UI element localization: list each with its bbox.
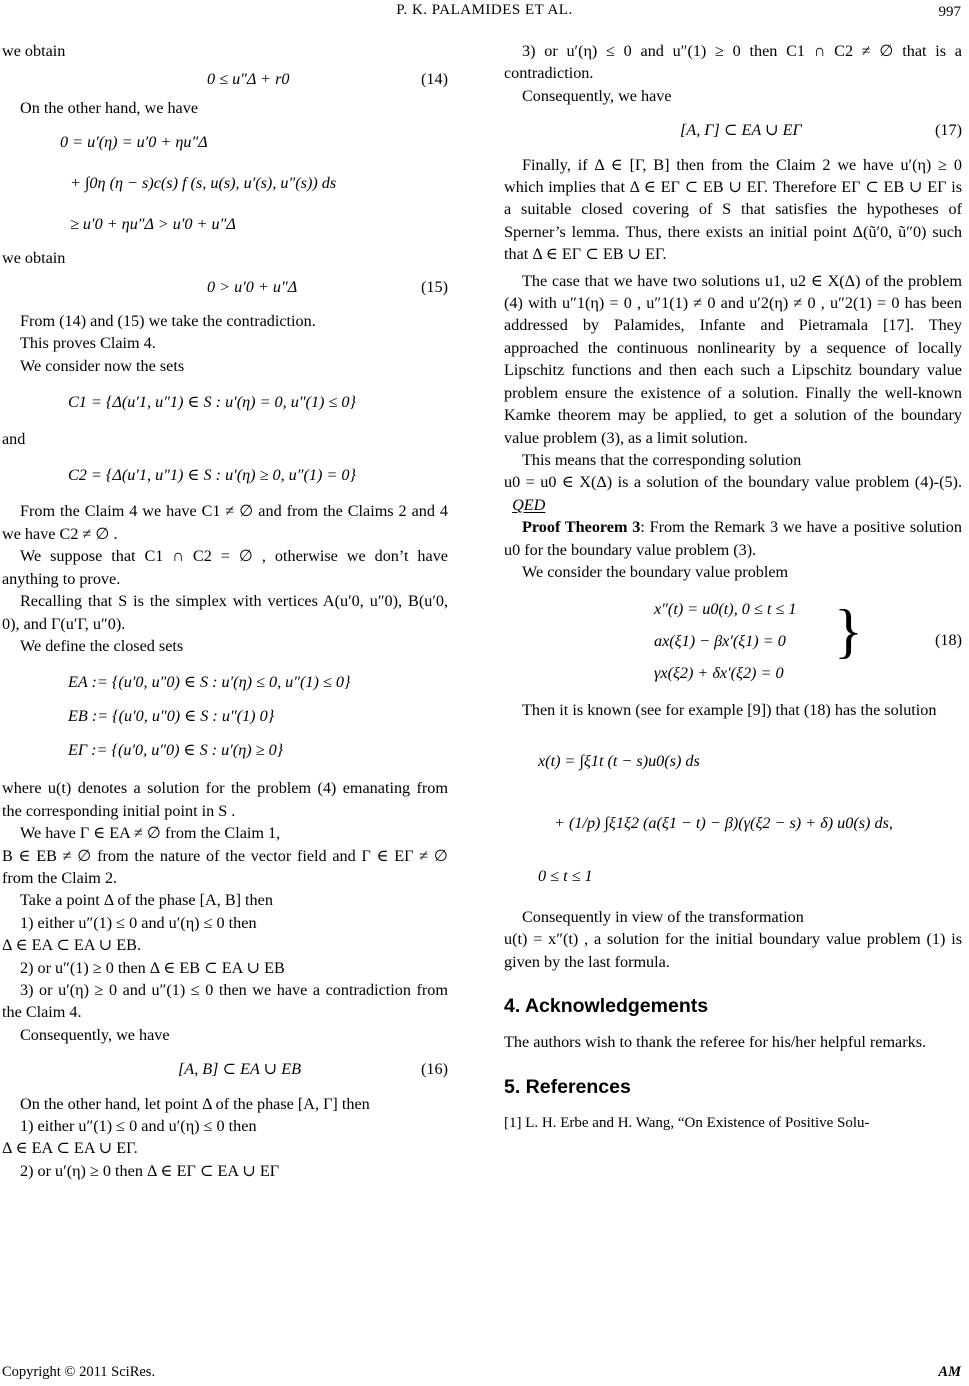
- paragraph: We consider now the sets: [20, 356, 185, 375]
- multiline-equation: [2, 127, 448, 239]
- equation-body: 0 > u′0 + u″Δ: [207, 277, 298, 296]
- equation-body: [A, Γ] ⊂ EA ∪ EΓ: [680, 121, 802, 140]
- proof-heading: Proof Theorem 3: [522, 518, 641, 537]
- paragraph-text: u0 = u0 ∈ X(Δ) is a solution of the boundary value problem (4)-(5).: [504, 473, 962, 492]
- set-eb: EB := {(u′0, u″0) ∈ S : u″(1) 0}: [68, 707, 275, 726]
- solution-formula: [504, 732, 962, 896]
- section-heading-references: 5. References: [504, 1075, 631, 1098]
- paragraph: We suppose that C1 ∩ C2 = ∅ , otherwise we don’t have anything to prove.: [2, 547, 448, 588]
- right-brace: }: [834, 598, 863, 665]
- paragraph: The case that we have two solutions u1, u2 ∈ X(Δ) of the problem (4) with u″1(η) = 0 , u″1(1) ≠ 0 and u′2(η) ≠ 0 , u″2(1) = 0 has been addressed by Palamides, Infante and Pietramala [17]. They approached the continuous nonlinearity by a sequence of locally Lipschitz functions and then each such a Lipschitz boundary value problem ensure the existence of a solution. Finally the well-known Kamke theorem may be applied, to get a solution of the boundary value problem (3), as a limit solution.: [504, 271, 962, 447]
- equation-number: (17): [935, 121, 962, 140]
- paragraph: 2) or u″(1) ≥ 0 then Δ ∈ EB ⊂ EA ∪ EB: [20, 958, 285, 977]
- paragraph: We consider the boundary value problem: [522, 562, 789, 581]
- equation-17: [504, 119, 962, 141]
- equation-line: 0 ≤ t ≤ 1: [538, 866, 593, 885]
- paragraph: where u(t) denotes a solution for the problem (4) emanating from the corresponding initial point in S .: [2, 779, 448, 820]
- paragraph: Consequently in view of the transformation: [522, 907, 804, 926]
- running-title: P. K. PALAMIDES ET AL.: [396, 2, 573, 18]
- paragraph: This proves Claim 4.: [20, 334, 156, 353]
- qed-mark: QED: [512, 495, 546, 514]
- equation-body: C2 = {Δ(u′1, u″1) ∈ S : u′(η) ≥ 0, u″(1) = 0}: [68, 466, 356, 485]
- equation-line: + ∫0η (η − s)c(s) f (s, u(s), u′(s), u″(s)) ds: [70, 174, 337, 193]
- equation-line: γx(ξ2) + δx′(ξ2) = 0: [654, 664, 784, 683]
- equation-line: ≥ u′0 + ηu″Δ > u′0 + u″Δ: [70, 215, 236, 234]
- paragraph: Finally, if Δ ∈ [Γ, B] then from the Claim 2 we have u′(η) ≥ 0 which implies that Δ ∈ EΓ ⊂ EB ∪ EΓ. Therefore EΓ ⊂ EB ∪ EΓ is a suitable closed covering of S that satisfies the hypotheses of Sperner’s lemma. Thus, there exists an initial point Δ(ũ′0, ũ″0) such that Δ ∈ EΓ ⊂ EB ∪ EΓ.: [504, 155, 962, 264]
- journal-abbreviation: AM: [938, 1364, 961, 1380]
- closed-sets: [2, 665, 448, 767]
- paragraph: Δ ∈ EA ⊂ EA ∪ EB.: [2, 936, 142, 955]
- paragraph: Consequently, we have: [20, 1025, 170, 1044]
- reference-item: [1] L. H. Erbe and H. Wang, “On Existence of Positive Solu-: [504, 1115, 870, 1132]
- copyright-notice: Copyright © 2011 SciRes.: [2, 1364, 156, 1380]
- paragraph: 3) or u′(η) ≥ 0 and u″(1) ≤ 0 then we have a contradiction from the Claim 4.: [2, 980, 448, 1022]
- paragraph: B ∈ EB ≠ ∅ from the nature of the vector field and Γ ∈ EΓ ≠ ∅ from the Claim 2.: [2, 846, 448, 887]
- equation-line: x(t) = ∫ξ1t (t − s)u0(s) ds: [538, 751, 700, 770]
- equation-18: [504, 593, 962, 689]
- equation-body: [A, B] ⊂ EA ∪ EB: [178, 1060, 302, 1079]
- equation-line: x″(t) = u0(t), 0 ≤ t ≤ 1: [654, 600, 797, 619]
- paragraph: [504, 516, 962, 561]
- paragraph: We define the closed sets: [20, 636, 184, 655]
- paragraph-text: : From the Remark 3 we have a positive solution u0 for the boundary value problem (3).: [504, 518, 962, 559]
- paragraph: From (14) and (15) we take the contradiction.: [20, 312, 316, 331]
- paragraph: From the Claim 4 we have C1 ≠ ∅ and from the Claims 2 and 4 we have C2 ≠ ∅ .: [2, 502, 448, 543]
- equation-14: [2, 68, 448, 90]
- equation-15: [2, 276, 448, 298]
- section-heading-acknowledgements: 4. Acknowledgements: [504, 994, 709, 1017]
- paragraph: and: [2, 429, 26, 448]
- paragraph: Then it is known (see for example [9]) that (18) has the solution: [522, 701, 937, 720]
- right-column: [504, 40, 962, 1135]
- set-c1: [2, 391, 448, 413]
- paragraph: 2) or u′(η) ≥ 0 then Δ ∈ EΓ ⊂ EA ∪ EΓ: [20, 1161, 280, 1180]
- paragraph: u(t) = x″(t) , a solution for the initial boundary value problem (1) is given by the last formula.: [504, 930, 962, 971]
- equation-body: 0 ≤ u″Δ + r0: [207, 70, 290, 89]
- set-eg: EΓ := {(u′0, u″0) ∈ S : u′(η) ≥ 0}: [68, 741, 284, 760]
- running-header: [0, 2, 969, 24]
- paragraph: Take a point Δ of the phase [A, B] then: [20, 891, 273, 910]
- paragraph: 1) either u″(1) ≤ 0 and u′(η) ≤ 0 then: [20, 1117, 257, 1135]
- paragraph: we obtain: [2, 42, 66, 60]
- paragraph: Δ ∈ EA ⊂ EA ∪ EΓ.: [2, 1139, 138, 1158]
- set-c2: [2, 464, 448, 486]
- paragraph: 1) either u″(1) ≤ 0 and u′(η) ≤ 0 then: [20, 913, 257, 932]
- equation-line: + (1/p) ∫ξ1ξ2 (a(ξ1 − t) − β)(γ(ξ2 − s) + δ) u0(s) ds,: [554, 813, 893, 832]
- equation-number: (14): [421, 70, 448, 89]
- equation-line: 0 = u′(η) = u′0 + ηu″Δ: [60, 133, 208, 152]
- paragraph: 3) or u′(η) ≤ 0 and u″(1) ≥ 0 then C1 ∩ C2 ≠ ∅ that is a contradiction.: [504, 42, 962, 83]
- set-ea: EA := {(u′0, u″0) ∈ S : u′(η) ≤ 0, u″(1) ≤ 0}: [68, 673, 351, 692]
- paragraph: This means that the corresponding solution: [522, 450, 802, 469]
- equation-number: (18): [935, 631, 962, 650]
- equation-number: (16): [421, 1060, 448, 1079]
- paragraph: Recalling that S is the simplex with vertices A(u′0, u″0), B(u′0, 0), and Γ(u′Γ, u″0).: [2, 592, 448, 633]
- paragraph: The authors wish to thank the referee for his/her helpful remarks.: [504, 1033, 927, 1052]
- equation-16: [2, 1058, 448, 1080]
- paragraph: On the other hand, let point Δ of the phase [A, Γ] then: [20, 1094, 370, 1113]
- page-number: 997: [938, 4, 961, 20]
- paragraph: [504, 471, 962, 516]
- equation-body: C1 = {Δ(u′1, u″1) ∈ S : u′(η) = 0, u″(1) ≤ 0}: [68, 393, 356, 412]
- paragraph: On the other hand, we have: [20, 98, 198, 117]
- paragraph: we obtain: [2, 249, 66, 268]
- equation-number: (15): [421, 277, 448, 296]
- paragraph: Consequently, we have: [522, 86, 672, 105]
- equation-line: ax(ξ1) − βx′(ξ1) = 0: [654, 632, 786, 651]
- left-column: [2, 40, 448, 1182]
- paragraph: We have Γ ∈ EA ≠ ∅ from the Claim 1,: [20, 824, 281, 843]
